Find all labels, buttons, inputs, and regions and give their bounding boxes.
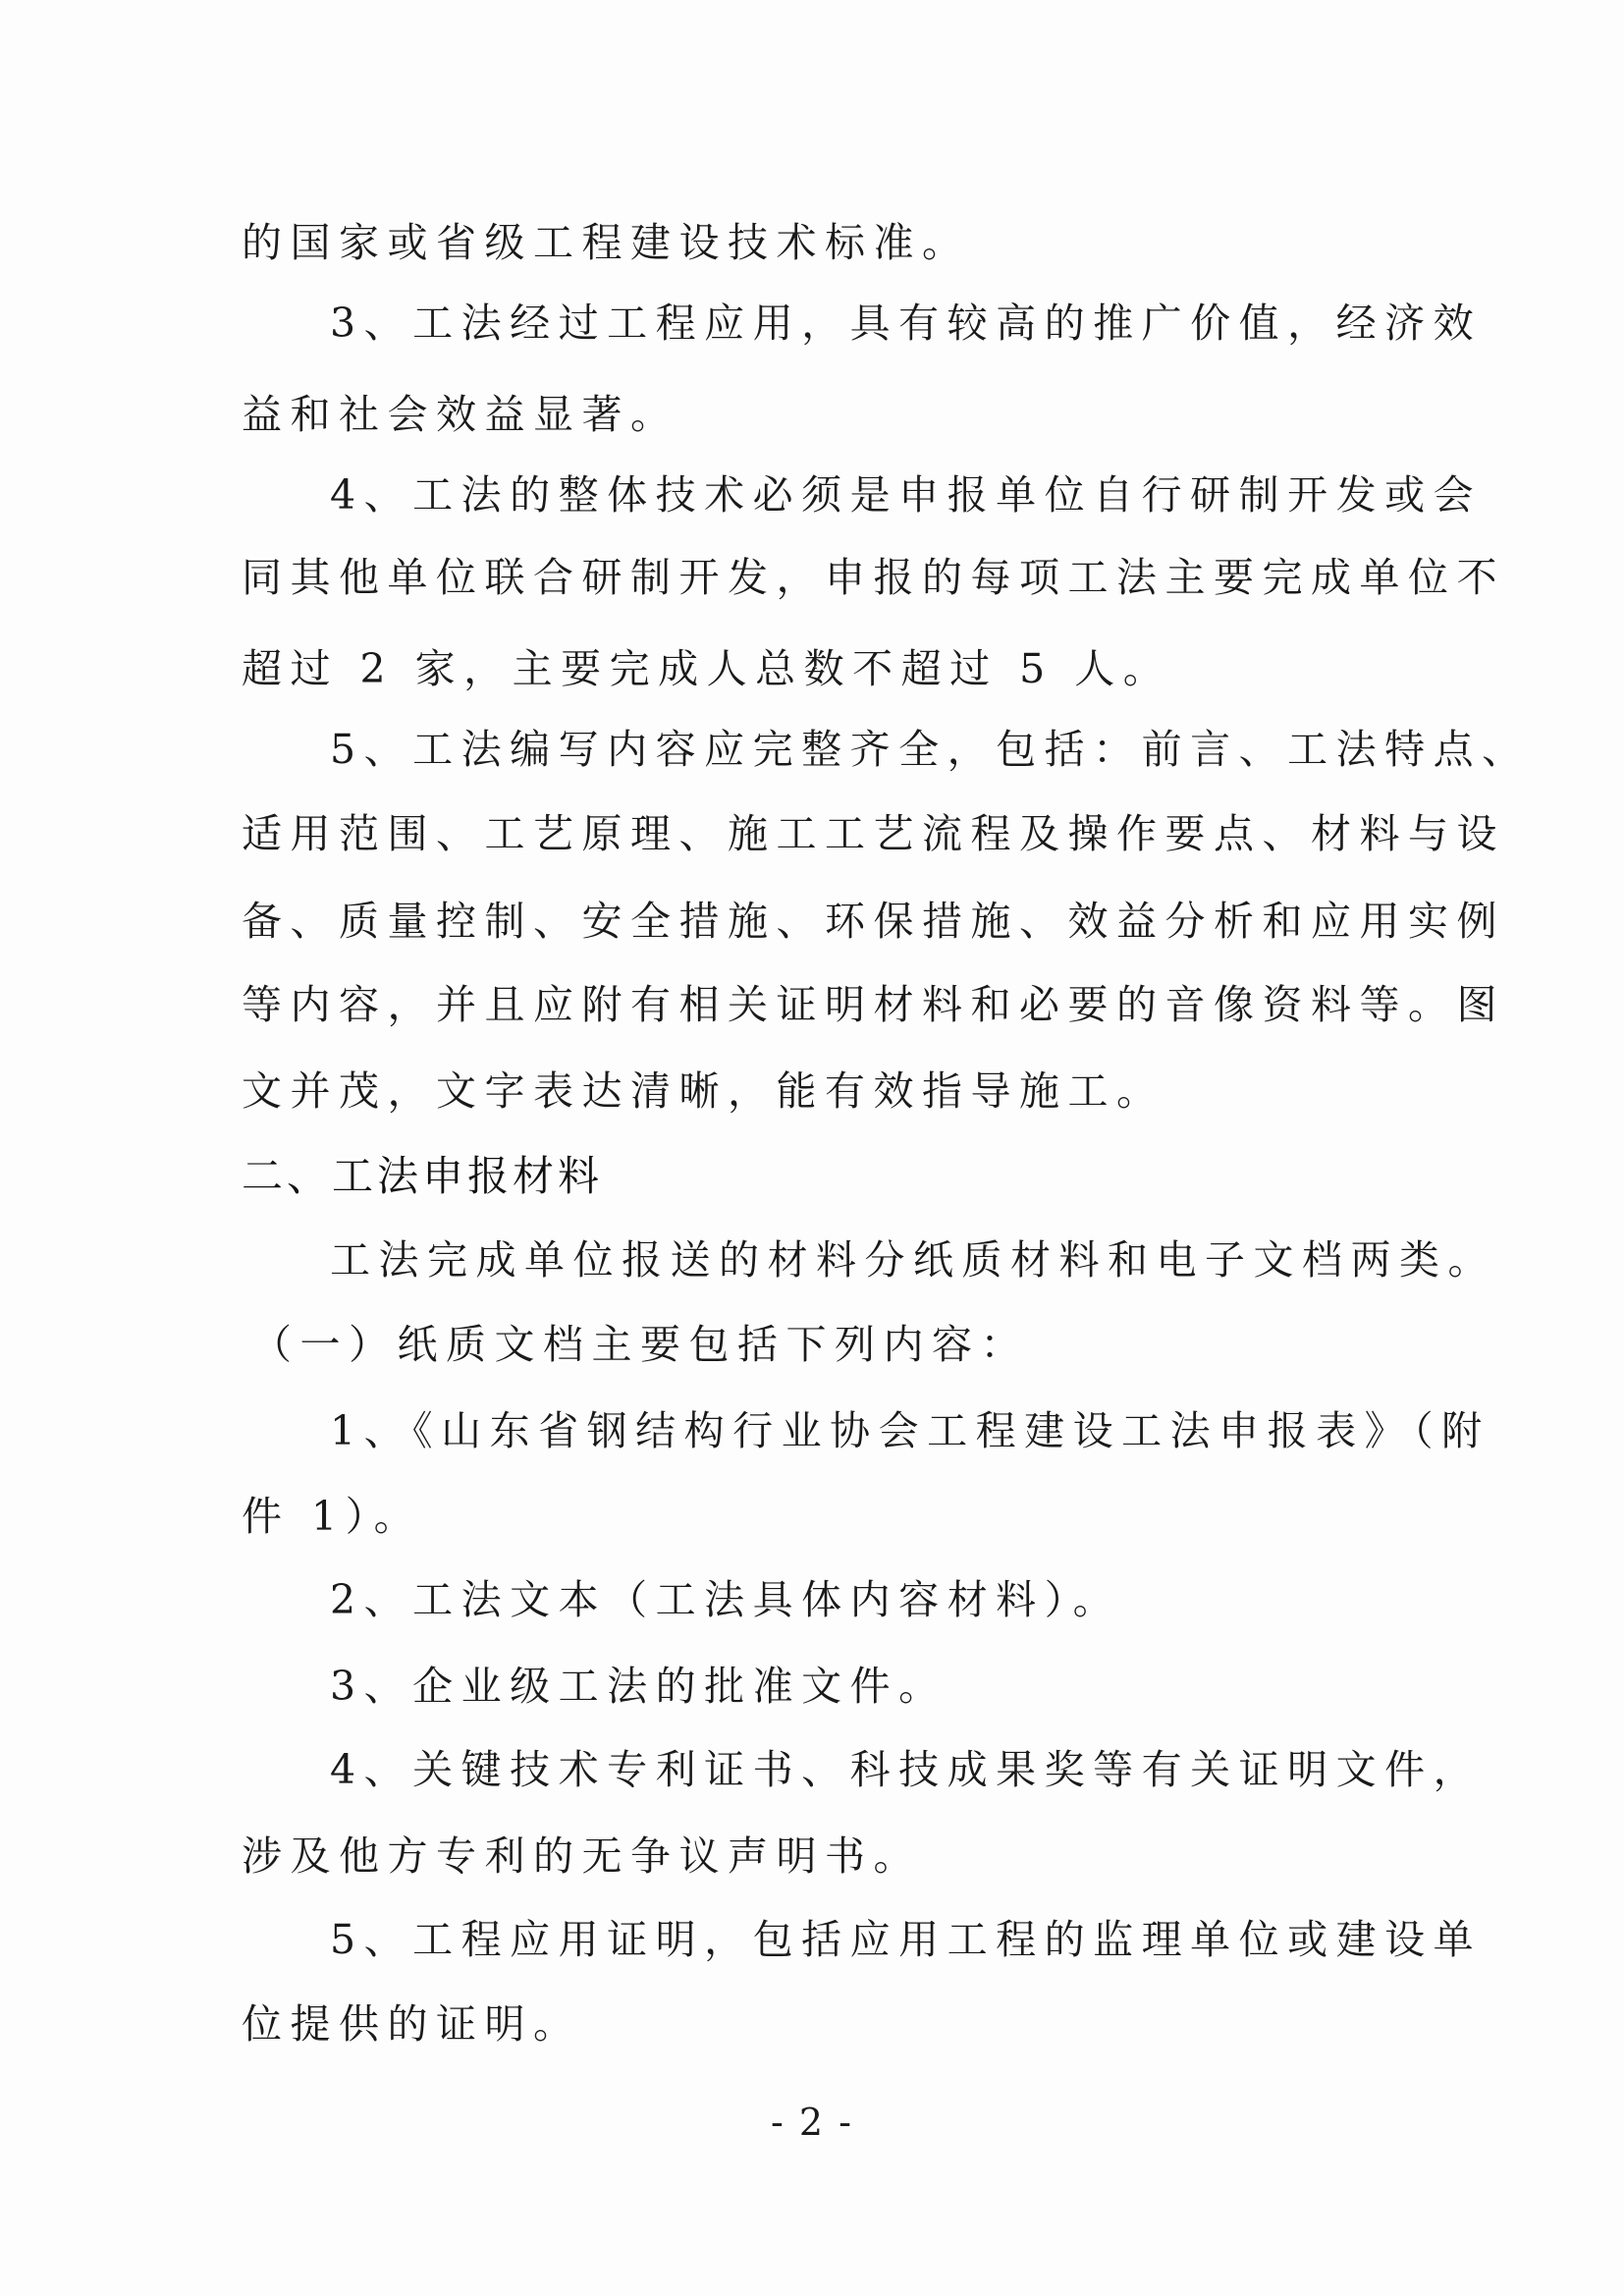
text-line: 4、工法的整体技术必须是申报单位自行研制开发或会 [330,471,1483,519]
text-line: 件 1）。 [242,1493,423,1540]
text-line: 文并茂，文字表达清晰，能有效指导施工。 [242,1067,1165,1115]
text-line: 位提供的证明。 [242,2000,582,2048]
text-line: 2、工法文本（工法具体内容材料）。 [330,1576,1122,1623]
text-line: 超过 2 家，主要完成人总数不超过 5 人。 [242,645,1172,692]
text-line: 等内容，并且应附有相关证明材料和必要的音像资料等。图 [242,981,1505,1028]
page-number: - 2 - [770,2101,853,2144]
text-line: 涉及他方专利的无争议声明书。 [242,1832,922,1880]
text-line: 5、工程应用证明，包括应用工程的监理单位或建设单 [330,1916,1483,1963]
text-line: 工法完成单位报送的材料分纸质材料和电子文档两类。 [330,1236,1496,1284]
text-line: 1、《山东省钢结构行业协会工程建设工法申报表》（附 [330,1407,1490,1454]
text-line: （一）纸质文档主要包括下列内容： [251,1321,1029,1368]
text-line: 适用范围、工艺原理、施工工艺流程及操作要点、材料与设 [242,810,1505,857]
text-line: 4、关键技术专利证书、科技成果奖等有关证明文件， [330,1746,1483,1793]
text-line: 3、企业级工法的批准文件。 [330,1663,947,1710]
text-line: 的国家或省级工程建设技术标准。 [242,219,971,266]
section-heading: 二、工法申报材料 [242,1152,604,1200]
text-line: 备、质量控制、安全措施、环保措施、效益分析和应用实例 [242,898,1505,945]
text-line: 益和社会效益显著。 [242,391,679,438]
text-line: 3、工法经过工程应用，具有较高的推广价值，经济效 [330,300,1483,347]
text-line: 5、工法编写内容应完整齐全，包括：前言、工法特点、 [330,726,1531,773]
text-line: 同其他单位联合研制开发，申报的每项工法主要完成单位不 [242,554,1505,601]
